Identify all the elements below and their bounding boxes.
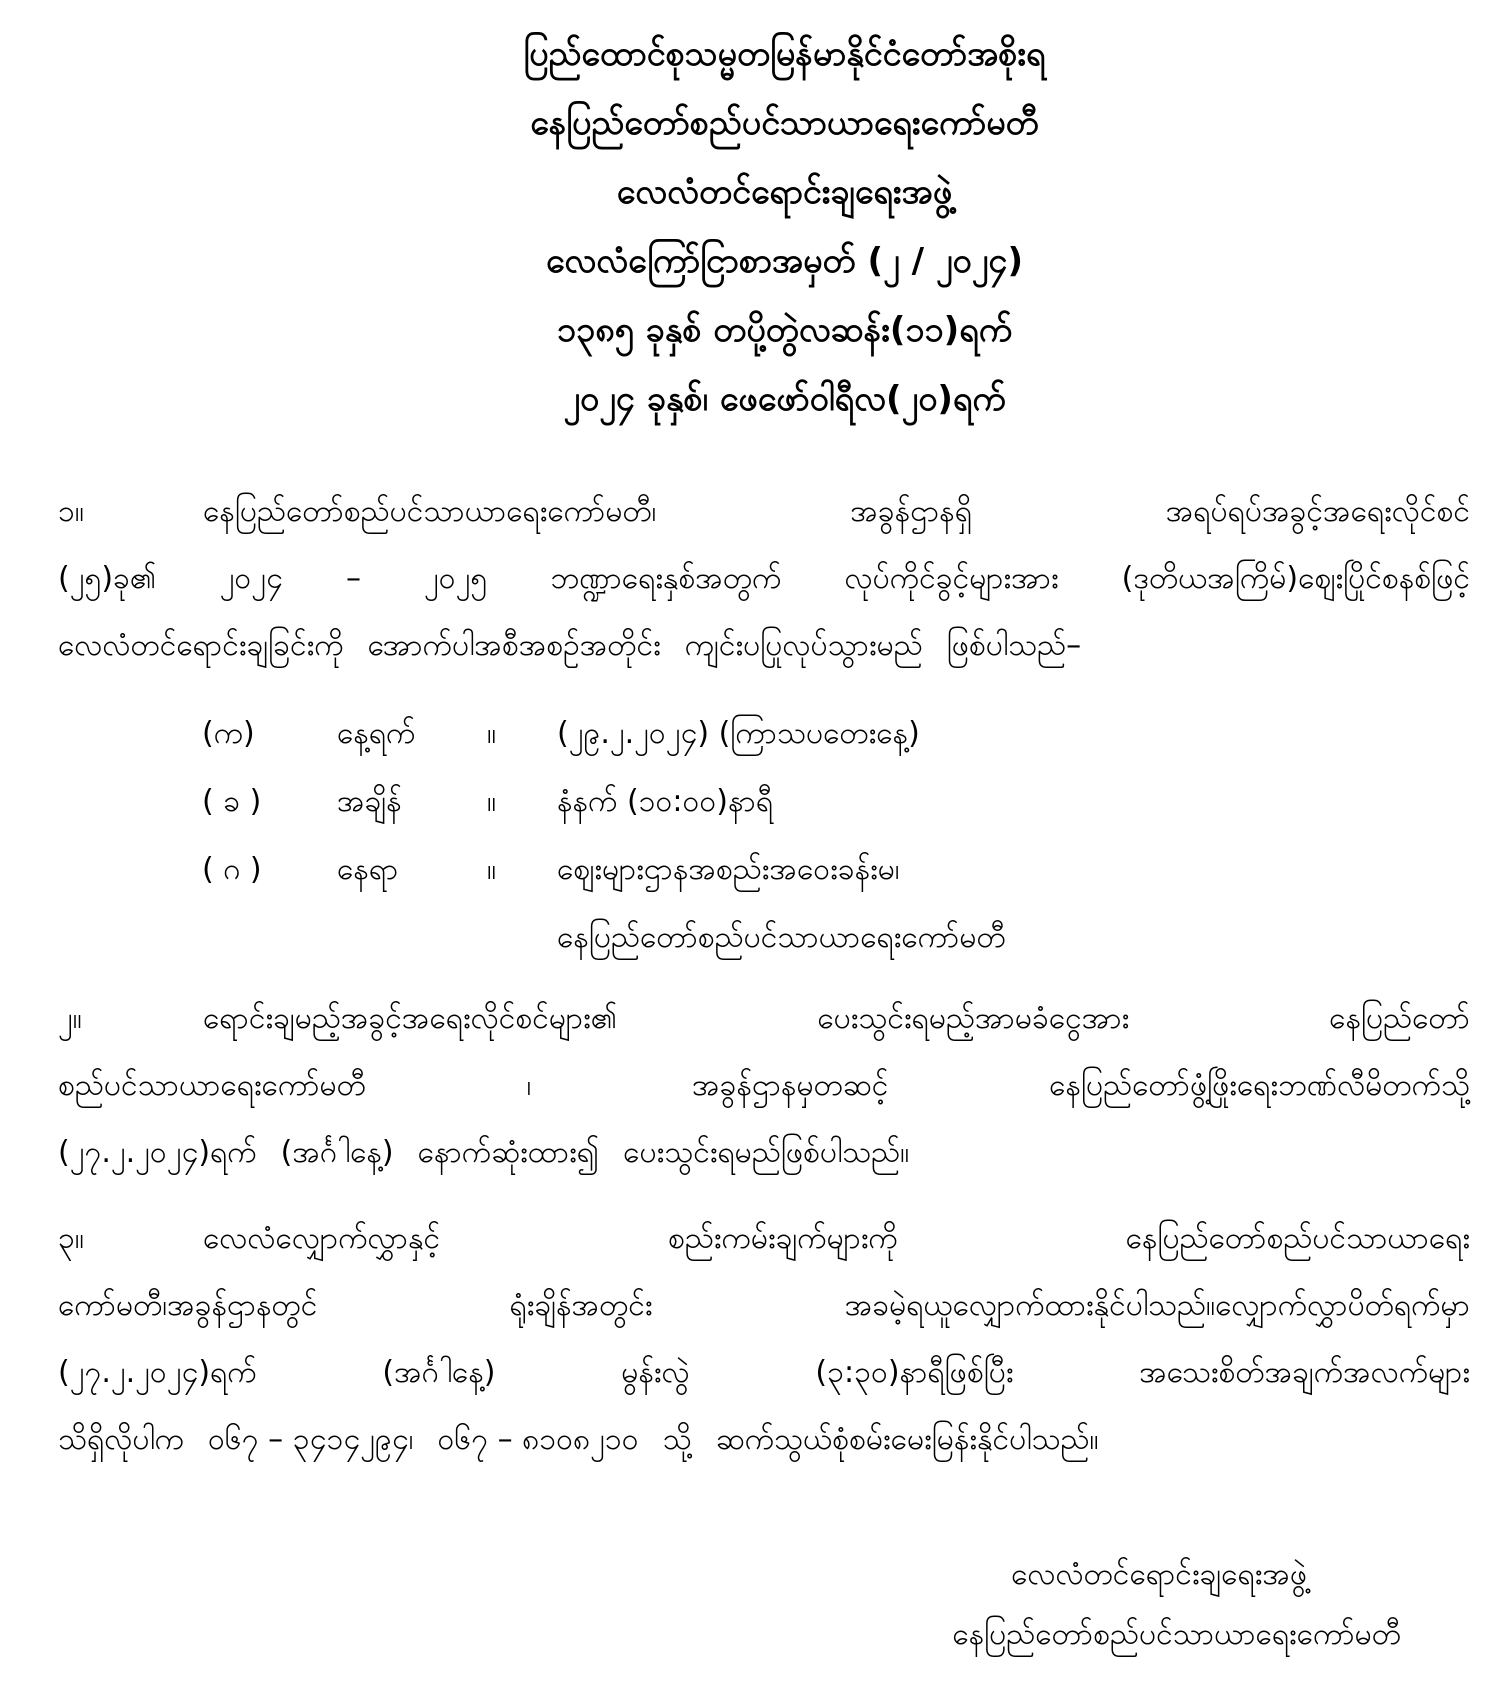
schedule-place-row <box>202 836 1006 904</box>
word: အခွန်ဌာနရှိ <box>850 494 972 529</box>
auction-board-name: လေလံတင်ရောင်းချရေးအဖွဲ့ <box>616 172 953 212</box>
word: (၂၇.၂.၂၀၂၄)ရက် <box>58 1355 257 1390</box>
committee-name: နေပြည်တော်စည်ပင်သာယာရေးကော်မတီ <box>530 103 1039 143</box>
word: နေပြည်တော်ဖွံ့ဖြိုးရေးဘဏ်လီမိတက်သို့ <box>1049 1068 1470 1103</box>
word: လေလံလျှောက်လွှာနှင့် <box>203 1221 441 1256</box>
word: (၂၅)ခု၏ <box>58 561 157 596</box>
item-key: အချိန် <box>337 784 402 819</box>
word: ဆက်သွယ်စုံစမ်းမေးမြန်းနိုင်ပါသည်။ <box>715 1422 1099 1457</box>
word: စည်ပင်သာယာရေးကော်မတီ <box>58 1068 366 1103</box>
word: ပေးသွင်းရမည်ဖြစ်ပါသည်။ <box>623 1135 910 1170</box>
myanmar-date: ၁၃၈၅ ခုနှစ် တပို့တွဲလဆန်း(၁၁)ရက် <box>557 310 1012 350</box>
item-key: နေရာ <box>337 852 399 887</box>
word: ဘဏ္ဍာရေးနှစ်အတွက် <box>550 561 782 596</box>
notice-header <box>0 20 1509 434</box>
word: ကျင်းပပြုလုပ်သွားမည် <box>684 628 923 663</box>
auction-place-line-2: နေပြည်တော်စည်ပင်သာယာရေးကော်မတီ <box>557 920 1006 955</box>
word: မွန်းလွဲ <box>621 1355 690 1390</box>
contact-phone-2: ၀၆၇ – ၈၁၀၈၂၁၀ <box>437 1422 639 1457</box>
contact-phone-1: ၀၆၇ – ၃၄၁၄၂၉၄၊ <box>208 1422 414 1457</box>
word: ၊ <box>526 1068 532 1103</box>
schedule-date-row <box>202 700 1006 768</box>
word: (ဒုတိယအကြိမ်)ဈေးပြိုင်စနစ်ဖြင့် <box>1121 561 1470 596</box>
word: ၂၀၂၅ <box>424 561 488 596</box>
word: ရုံးချိန်အတွင်း <box>509 1288 653 1323</box>
item-separator: ။ <box>487 852 497 887</box>
item-separator: ။ <box>487 784 497 819</box>
schedule-place-row-2 <box>202 904 1006 972</box>
auction-time: နံနက် (၁၀:၀၀)နာရီ <box>557 784 774 819</box>
signature-board: လေလံတင်ရောင်းချရေးအဖွဲ့ <box>1011 1557 1307 1592</box>
item-key: နေ့ရက် <box>337 716 416 751</box>
word: (အင်္ဂါနေ့) <box>280 1135 394 1170</box>
paragraph-1 <box>58 478 1470 679</box>
word: သို့ <box>662 1422 692 1457</box>
word: (အင်္ဂါနေ့) <box>382 1355 496 1390</box>
word: – <box>345 561 361 596</box>
paragraph-3 <box>58 1205 1470 1473</box>
word: နေပြည်တော်စည်ပင်သာယာရေး <box>1125 1221 1470 1256</box>
paragraph-2 <box>58 985 1470 1186</box>
auction-place: ဈေးများဌာနအစည်းအဝေးခန်းမ၊ <box>557 852 900 887</box>
word: (၃:၃၀)နာရီဖြစ်ပြီး <box>815 1355 1014 1390</box>
paragraph-number: ၂။ <box>58 1001 82 1036</box>
signature-committee: နေပြည်တော်စည်ပင်သာယာရေးကော်မတီ <box>952 1617 1401 1652</box>
auction-schedule <box>202 700 1006 972</box>
signature-block <box>952 1545 1401 1665</box>
gregorian-date: ၂၀၂၄ ခုနှစ်၊ ဖေဖော်ဝါရီလ(၂၀)ရက် <box>563 379 1006 419</box>
auction-date: (၂၉.၂.၂၀၂၄) (ကြာသပတေးနေ့) <box>557 716 920 751</box>
word: နေပြည်တော်စည်ပင်သာယာရေးကော်မတီ၊ <box>203 494 657 529</box>
word: လေလံတင်ရောင်းချခြင်းကို <box>58 628 344 663</box>
government-name: ပြည်ထောင်စုသမ္မတမြန်မာနိုင်ငံတော်အစိုးရ <box>523 34 1046 74</box>
paragraph-number: ၁။ <box>58 494 84 529</box>
word: အခွန်ဌာနမှတဆင့် <box>692 1068 889 1103</box>
item-separator: ။ <box>487 716 497 751</box>
word: အရပ်ရပ်အခွင့်အရေးလိုင်စင် <box>1165 494 1470 529</box>
word: လုပ်ကိုင်ခွင့်များအား <box>844 561 1059 596</box>
schedule-time-row <box>202 768 1006 836</box>
item-label: ( ဂ ) <box>202 852 262 887</box>
word: အောက်ပါအစီအစဉ်အတိုင်း <box>367 628 661 663</box>
word: ရောင်းချမည့်အခွင့်အရေးလိုင်စင်များ၏ <box>203 1001 618 1036</box>
word: နေပြည်တော် <box>1329 1001 1470 1036</box>
paragraph-number: ၃။ <box>58 1221 84 1256</box>
word: ကော်မတီ၊အခွန်ဌာနတွင် <box>58 1288 318 1323</box>
word: အသေးစိတ်အချက်အလက်များ <box>1139 1355 1470 1390</box>
item-label: (က) <box>202 716 255 751</box>
word: စည်းကမ်းချက်များကို <box>668 1221 898 1256</box>
word: ပေးသွင်းရမည့်အာမခံငွေအား <box>817 1001 1130 1036</box>
word: ဖြစ်ပါသည်– <box>946 628 1082 663</box>
word: နောက်ဆုံးထား၍ <box>417 1135 600 1170</box>
word: အခမဲ့ရယူလျှောက်ထားနိုင်ပါသည်။လျှောက်လွှာပိတ်ရက်မှာ <box>844 1288 1470 1323</box>
word: ၂၀၂၄ <box>219 561 283 596</box>
notice-number: လေလံကြော်ငြာစာအမှတ် (၂ / ၂၀၂၄) <box>545 241 1024 281</box>
item-label: ( ခ ) <box>202 784 262 819</box>
word: (၂၇.၂.၂၀၂၄)ရက် <box>58 1135 257 1170</box>
word: သိရှိလိုပါက <box>58 1422 185 1457</box>
